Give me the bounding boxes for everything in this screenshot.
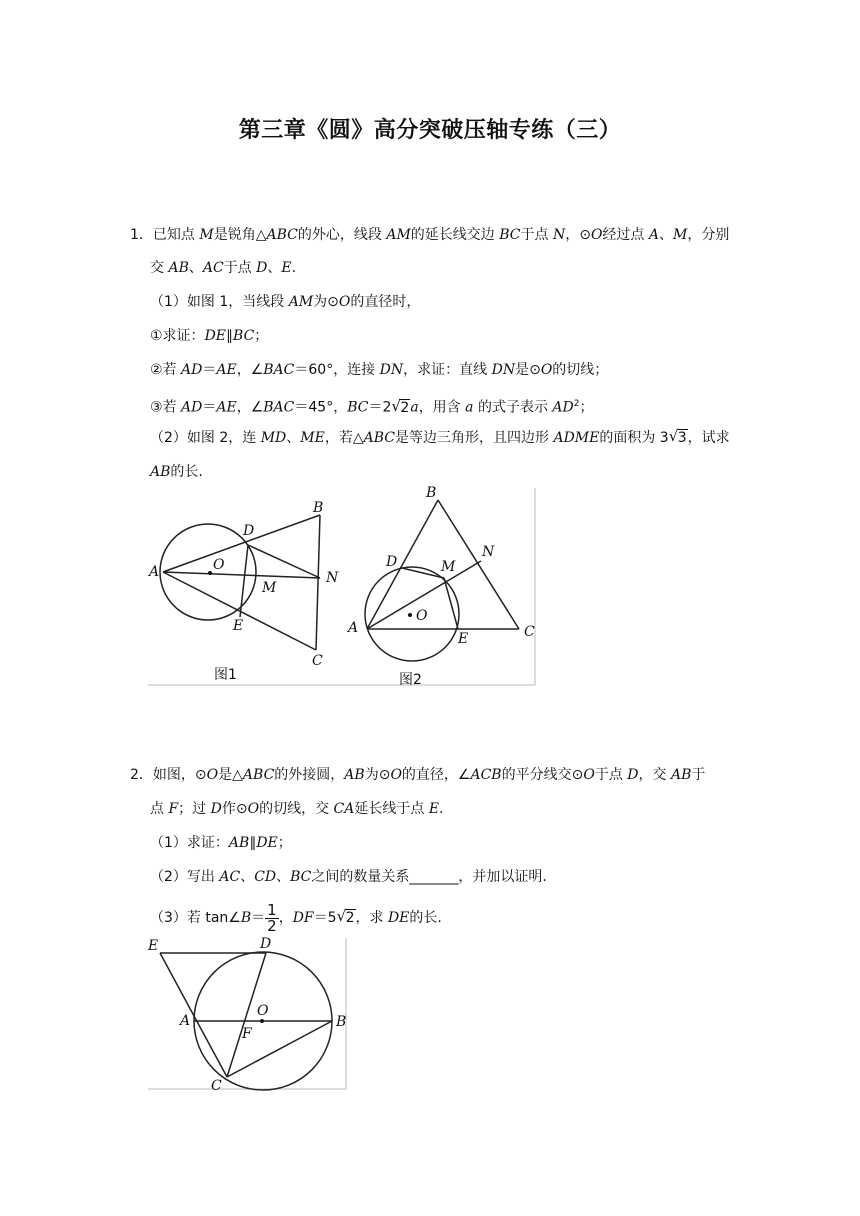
var: ABC — [363, 430, 395, 446]
text: ，∠ — [236, 362, 264, 378]
text: ＝ — [202, 362, 217, 378]
text: ＝2 — [368, 399, 392, 416]
var: DE — [387, 910, 410, 926]
var: CA — [333, 801, 355, 817]
text: 的直径时， — [350, 294, 421, 310]
var: ABC — [242, 767, 275, 783]
text: 的平分线交⊙ — [501, 767, 584, 783]
text: 于 — [691, 767, 706, 783]
text: 的切线，交 — [259, 801, 334, 817]
text: 为⊙ — [364, 767, 391, 783]
text: ①求证： — [150, 328, 205, 344]
label-b: B — [313, 500, 324, 516]
text: 、 — [188, 260, 203, 276]
var: BC — [347, 399, 369, 416]
label-c-3: C — [211, 1078, 222, 1094]
label-e: E — [233, 618, 244, 634]
var: O — [390, 767, 402, 783]
var: DN — [491, 362, 516, 378]
text: ，求证：直线 — [403, 362, 492, 378]
superscript: 2 — [573, 399, 580, 409]
text: ，⊙ — [565, 227, 591, 243]
text: ＝45°， — [294, 399, 348, 416]
var: AE — [216, 399, 237, 416]
var: BAC — [263, 399, 295, 416]
var: E — [281, 260, 292, 276]
var: MD — [260, 430, 287, 446]
label-d-2: D — [386, 554, 398, 570]
answer-blank: _______ — [409, 869, 459, 885]
text: . — [439, 801, 444, 817]
text: 的直径，∠ — [401, 767, 471, 783]
var: A — [648, 227, 659, 243]
var: B — [240, 910, 252, 926]
label-m-2: M — [441, 559, 456, 575]
label-e-3: E — [148, 938, 159, 954]
label-a: A — [149, 564, 160, 580]
text: ∥ — [226, 328, 234, 344]
var: AD — [552, 399, 574, 416]
text: 如图，⊙ — [152, 767, 207, 783]
text: ＝ — [202, 399, 217, 416]
label-m: M — [262, 580, 277, 596]
var: D — [210, 801, 222, 817]
label-o-3: O — [257, 1003, 269, 1019]
var: O — [590, 227, 603, 243]
text: 于点 — [223, 260, 257, 276]
var: O — [583, 767, 595, 783]
text: ，试求 — [687, 430, 730, 446]
segment-ec — [160, 953, 227, 1077]
text: ＝5 — [313, 910, 337, 926]
radicand: 3 — [677, 430, 687, 446]
text: 、 — [286, 430, 301, 446]
label-c-2: C — [524, 624, 535, 640]
text: 于点 — [520, 227, 553, 243]
label-f-3: F — [242, 1026, 252, 1042]
text: ，分别 — [687, 227, 730, 243]
sqrt: √ 2 — [391, 396, 410, 416]
var: ME — [300, 430, 325, 446]
label-a-2: A — [348, 620, 359, 636]
var: AD — [181, 399, 203, 416]
question-number: 2． — [130, 767, 153, 783]
label-o: O — [213, 557, 225, 573]
text: 的外接圆， — [274, 767, 345, 783]
var: AC — [219, 869, 241, 885]
radicand: 2 — [400, 399, 410, 416]
label-e-2: E — [458, 631, 469, 647]
text: 之间的数量关系 — [311, 869, 410, 885]
text: ，∠ — [236, 399, 264, 416]
text: ③若 — [150, 399, 182, 416]
sqrt: √ 2 — [336, 907, 355, 926]
label-o-2: O — [416, 608, 428, 624]
var: AM — [386, 227, 411, 243]
label-d: D — [243, 523, 255, 539]
text: 经过点 — [602, 227, 649, 243]
var: O — [247, 801, 260, 817]
var: D — [256, 260, 268, 276]
text: 的切线； — [552, 362, 609, 378]
var: BC — [499, 227, 521, 243]
text: （2）如图 2，连 — [150, 430, 261, 446]
denominator: 2 — [267, 916, 277, 935]
text: 、 — [267, 260, 282, 276]
var: a — [465, 399, 474, 416]
text: 点 — [150, 801, 169, 817]
text: 、 — [240, 869, 255, 885]
var: M — [199, 227, 214, 243]
text: 于点 — [594, 767, 628, 783]
text: 是等边三角形，且四边形 — [395, 430, 554, 446]
text: （1）如图 1，当线段 — [150, 294, 289, 310]
text: 已知点 — [152, 227, 200, 243]
label-b-2: B — [426, 485, 437, 501]
text: ，并加以证明. — [458, 869, 547, 885]
text: 是⊙ — [515, 362, 541, 378]
label-d-3: D — [260, 936, 272, 952]
question-number: 1． — [130, 227, 153, 243]
text: 交 — [150, 260, 169, 276]
var: BC — [290, 869, 312, 885]
page-title: 第三章《圆》高分突破压轴专练（三） — [238, 118, 622, 143]
var: AB — [150, 464, 171, 480]
text: （2）写出 — [150, 869, 220, 885]
text: 是锐角△ — [213, 227, 267, 243]
var: E — [428, 801, 440, 817]
label-c: C — [312, 653, 323, 669]
text: 、 — [276, 869, 291, 885]
text: （3）若 tan∠ — [150, 910, 241, 926]
var: ABC — [266, 227, 298, 243]
var: AB — [344, 767, 365, 783]
var: AB — [168, 260, 189, 276]
label-a-3: A — [180, 1013, 191, 1029]
figure-1-caption: 图1 — [214, 667, 237, 683]
text: 的式子表示 — [473, 399, 553, 416]
text: ∥ — [249, 835, 257, 851]
text: . — [291, 260, 297, 276]
var: AB — [670, 767, 692, 783]
var: AE — [216, 362, 237, 378]
text: ，求 — [355, 910, 388, 926]
text: 的面积为 3 — [599, 430, 669, 446]
var: O — [540, 362, 553, 378]
var: AC — [202, 260, 224, 276]
var: CD — [254, 869, 277, 885]
label-b-3: B — [336, 1014, 347, 1030]
var: AB — [228, 835, 250, 851]
figure-2-caption: 图2 — [399, 672, 422, 688]
text: 延长线于点 — [354, 801, 429, 817]
text: 的延长线交边 — [410, 227, 500, 243]
var: AD — [181, 362, 203, 378]
text: ，交 — [638, 767, 671, 783]
text: ，若△ — [324, 430, 364, 446]
text: ， — [278, 910, 293, 926]
text: ＝60°，连接 — [294, 362, 380, 378]
text: ②若 — [150, 362, 182, 378]
text: ； — [254, 328, 269, 344]
var: BAC — [263, 362, 295, 378]
var: ADME — [553, 430, 600, 446]
radicand: 2 — [345, 910, 355, 926]
var: D — [627, 767, 639, 783]
var: DE — [256, 835, 278, 851]
sqrt: √ 3 — [668, 427, 687, 446]
var: DE — [204, 328, 227, 344]
text: ； — [579, 399, 594, 416]
text: 为⊙ — [313, 294, 339, 310]
point-o-3 — [260, 1019, 264, 1023]
text: 的长. — [409, 910, 442, 926]
var: a — [410, 399, 419, 416]
numerator: 1 — [267, 900, 277, 919]
text: （1）求证： — [150, 835, 229, 851]
label-n-2: N — [482, 544, 495, 560]
text: 是△ — [218, 767, 243, 783]
label-n: N — [326, 570, 339, 586]
text: ； — [277, 835, 292, 851]
text: 的外心，线段 — [297, 227, 387, 243]
text: 、 — [659, 227, 673, 243]
var: F — [168, 801, 179, 817]
text: 的长. — [170, 464, 203, 480]
text: 作⊙ — [221, 801, 248, 817]
var: DN — [379, 362, 404, 378]
var: BC — [233, 328, 255, 344]
text: ，用含 — [418, 399, 466, 416]
text: ；过 — [178, 801, 211, 817]
var: ACB — [470, 767, 502, 783]
text: ＝ — [251, 910, 266, 926]
var: N — [552, 227, 566, 243]
var: O — [338, 294, 351, 310]
var: DF — [292, 910, 314, 926]
var: O — [206, 767, 219, 783]
var: M — [673, 227, 688, 243]
var: AM — [288, 294, 314, 310]
